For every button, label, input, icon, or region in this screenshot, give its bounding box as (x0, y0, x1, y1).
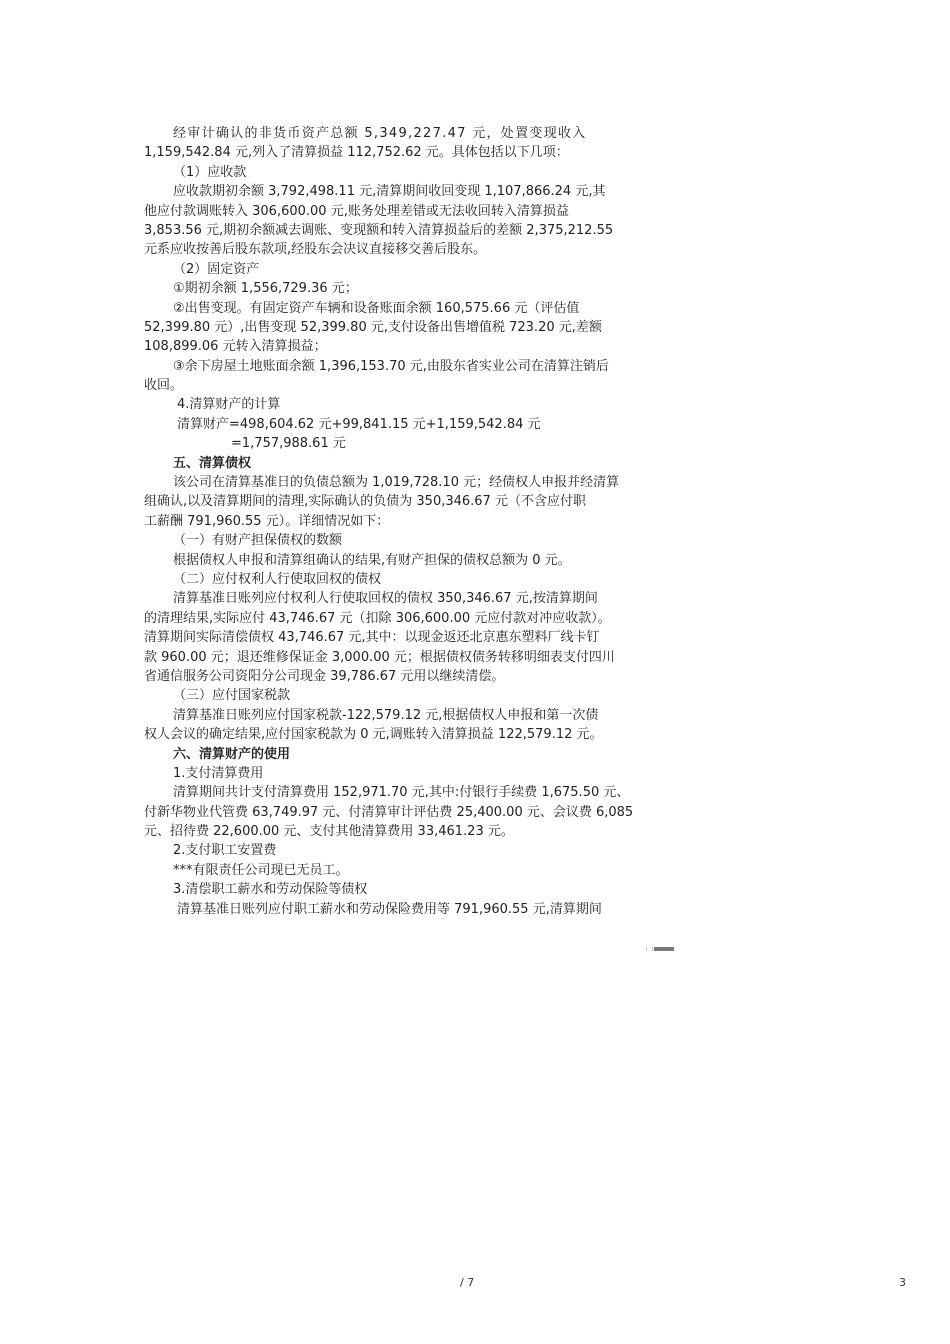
paragraph-line: 清算基准日账列应付国家税款-122,579.12 元,根据债权人申报和第一次债 (173, 707, 599, 723)
subheading: （三）应付国家税款 (173, 688, 291, 704)
paragraph-line: ②出售变现。有固定资产车辆和设备账面余额 160,575.66 元（评估值 (173, 300, 580, 316)
subheading: （一）有财产担保债权的数额 (173, 533, 343, 549)
paragraph-line: 工薪酬 791,960.55 元）。详细情况如下： (144, 513, 390, 529)
paragraph-line: 清算基准日账列应付权利人行使取回权的债权 350,346.67 元,按清算期间 (173, 591, 598, 607)
subheading: 4.清算财产的计算 (177, 397, 281, 413)
subheading: （二）应付权利人行使取回权的债权 (173, 571, 382, 587)
paragraph-line: 3,853.56 元,期初余额减去调账、变现额和转入清算损益后的差额 2,375,212.55 (144, 222, 614, 238)
paragraph-line: ***有限责任公司现已无员工。 (173, 862, 349, 878)
scan-mark-dots (646, 947, 653, 951)
paragraph-line: 52,399.80 元）,出售变现 52,399.80 元,支付设备出售增值税 723.20 元,差额 (144, 319, 602, 335)
paragraph-line: 根据债权人申报和清算组确认的结果,有财产担保的债权总额为 0 元。 (173, 552, 571, 568)
subheading: （2）固定资产 (173, 261, 260, 277)
section-heading: 五、清算债权 (173, 455, 252, 471)
paragraph-line: 元、招待费 22,600.00 元、支付其他清算费用 33,461.23 元。 (144, 824, 514, 840)
scan-mark (646, 947, 674, 951)
paragraph-line: ①期初余额 1,556,729.36 元； (173, 281, 358, 297)
paragraph-line: 他应付款调账转入 306,600.00 元,账务处理差错或无法收回转入清算损益 (144, 203, 569, 219)
formula-line: =1,757,988.61 元 (231, 436, 346, 452)
subheading: 3.清偿职工薪水和劳动保险等债权 (173, 882, 368, 898)
paragraph-line: 1,159,542.84 元,列入了清算损益 112,752.62 元。具体包括以下几项： (144, 145, 569, 161)
document-body (144, 124, 656, 919)
scan-mark-bar (654, 947, 674, 951)
section-heading: 六、清算财产的使用 (173, 746, 291, 762)
paragraph-line: 收回。 (144, 378, 184, 394)
paragraph-line: 108,899.06 元转入清算损益； (144, 339, 327, 355)
paragraph-line: 该公司在清算基准日的负债总额为 1,019,728.10 元；经债权人申报并经清算 (173, 475, 620, 491)
formula-line: 清算财产=498,604.62 元+99,841.15 元+1,159,542.84 元 (177, 416, 541, 432)
paragraph-line: ③余下房屋土地账面余额 1,396,153.70 元,由股东省实业公司在清算注销后 (173, 358, 609, 374)
paragraph-line: 款 960.00 元；退还维修保证金 3,000.00 元；根据债权债务转移明细表支付四川 (144, 649, 615, 665)
paragraph-line: 的清理结果,实际应付 43,746.67 元（扣除 306,600.00 元应付款对冲应收款）。 (144, 610, 611, 626)
page-number: 3 (899, 1276, 906, 1289)
paragraph-line: 清算期间共计支付清算费用 152,971.70 元,其中:付银行手续费 1,675.50 元、 (173, 785, 630, 801)
paragraph-line: 付新华物业代管费 63,749.97 元、付清算审计评估费 25,400.00 元、会议费 6,085 (144, 804, 634, 820)
paragraph-line: 清算期间实际清偿债权 43,746.67 元,其中：以现金返还北京惠东塑料厂线卡钉 (144, 630, 600, 646)
subheading: 1.支付清算费用 (173, 765, 264, 781)
paragraph-line: 经审计确认的非货币资产总额 5,349,227.47 元，处置变现收入 (173, 126, 587, 141)
paragraph-line: 省通信服务公司资阳分公司现金 39,786.67 元用以继续清偿。 (144, 668, 505, 684)
paragraph-line: 权人会议的确定结果,应付国家税款为 0 元,调账转入清算损益 122,579.12 元。 (144, 727, 603, 743)
paragraph-line: 清算基准日账列应付职工薪水和劳动保险费用等 791,960.55 元,清算期间 (177, 901, 602, 917)
subheading: （1）应收款 (173, 164, 247, 180)
paragraph-line: 元系应收按善后股东款项,经股东会决议直接移交善后股东。 (144, 242, 487, 258)
subheading: 2.支付职工安置费 (173, 843, 277, 859)
page-count: / 7 (460, 1276, 475, 1289)
paragraph-line: 组确认,以及清算期间的清理,实际确认的负债为 350,346.67 元（不含应付职 (144, 494, 586, 510)
paragraph-line: 应收款期初余额 3,792,498.11 元,清算期间收回变现 1,107,866.24 元,其 (173, 184, 606, 200)
